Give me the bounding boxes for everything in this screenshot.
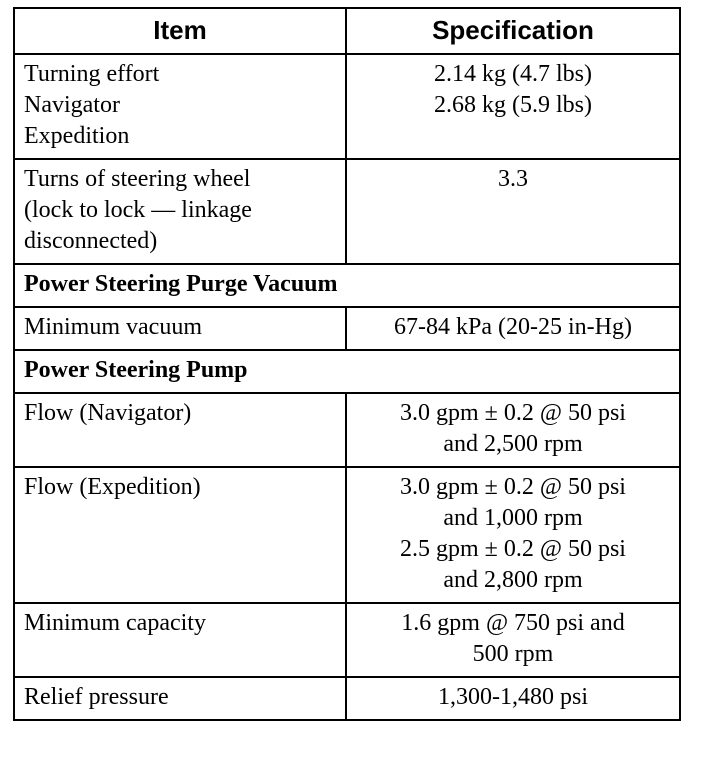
item-cell <box>14 467 346 603</box>
table-row <box>14 307 680 350</box>
item-cell <box>14 54 346 159</box>
spec-cell <box>346 603 680 677</box>
table-header-row <box>14 8 680 54</box>
table-row <box>14 603 680 677</box>
spec-text: 1.6 gpm @ 750 psi and <box>401 610 625 636</box>
section-heading: Power Steering Purge Vacuum <box>14 264 680 307</box>
header-item: Item <box>14 8 346 54</box>
item-text: (lock to lock — linkage <box>24 197 252 223</box>
table-body <box>14 54 680 720</box>
item-text: Navigator <box>24 92 120 118</box>
item-cell <box>14 677 346 720</box>
spec-text: and 2,500 rpm <box>443 431 583 457</box>
item-text: Turns of steering wheel <box>24 166 251 192</box>
item-text: Minimum vacuum <box>24 314 202 340</box>
spec-text: 67-84 kPa (20-25 in-Hg) <box>394 314 632 340</box>
section-heading: Power Steering Pump <box>14 350 680 393</box>
spec-cell <box>346 54 680 159</box>
spec-cell <box>346 467 680 603</box>
item-text: Turning effort <box>24 61 160 87</box>
spec-text: 3.3 <box>498 166 528 192</box>
spec-text: 500 rpm <box>472 641 554 667</box>
table-row <box>14 159 680 264</box>
spec-text: 3.0 gpm ± 0.2 @ 50 psi <box>400 400 626 426</box>
item-cell <box>14 393 346 467</box>
item-text: Relief pressure <box>24 684 169 710</box>
item-text: Expedition <box>24 123 130 149</box>
item-text: disconnected) <box>24 228 158 254</box>
spec-text: and 1,000 rpm <box>443 505 583 531</box>
spec-text: 2.14 kg (4.7 lbs) <box>434 61 592 87</box>
specification-table <box>13 7 681 721</box>
item-text: Flow (Expedition) <box>24 474 201 500</box>
table-row <box>14 393 680 467</box>
spec-text: 2.68 kg (5.9 lbs) <box>434 92 592 118</box>
spec-text: and 2,800 rpm <box>443 567 583 593</box>
item-cell <box>14 159 346 264</box>
spec-text: 2.5 gpm ± 0.2 @ 50 psi <box>400 536 626 562</box>
spec-cell <box>346 159 680 264</box>
item-text: Minimum capacity <box>24 610 206 636</box>
table-row <box>14 467 680 603</box>
header-specification: Specification <box>346 8 680 54</box>
spec-cell <box>346 393 680 467</box>
table-row <box>14 54 680 159</box>
item-cell <box>14 603 346 677</box>
table-row <box>14 677 680 720</box>
spec-cell <box>346 307 680 350</box>
spec-text: 1,300-1,480 psi <box>438 684 588 710</box>
section-row <box>14 350 680 393</box>
spec-text: 3.0 gpm ± 0.2 @ 50 psi <box>400 474 626 500</box>
spec-cell <box>346 677 680 720</box>
section-row <box>14 264 680 307</box>
item-cell <box>14 307 346 350</box>
item-text: Flow (Navigator) <box>24 400 192 426</box>
